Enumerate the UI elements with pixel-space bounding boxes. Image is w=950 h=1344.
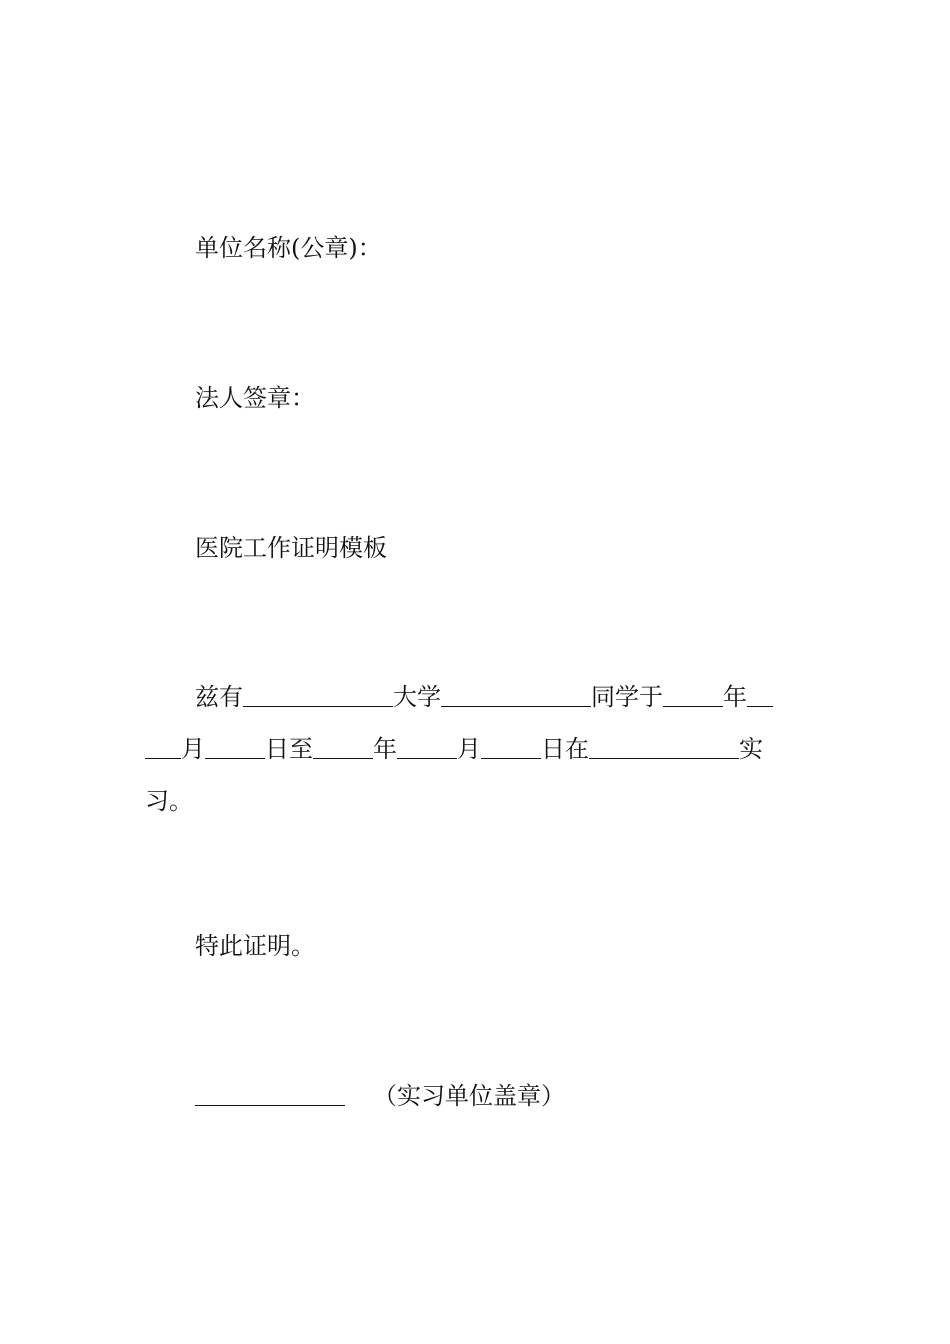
certify-year2: 年 xyxy=(373,735,397,763)
blank-month2[interactable] xyxy=(397,734,457,759)
certify-prefix: 兹有 xyxy=(195,683,243,711)
certificate-body xyxy=(145,671,810,827)
certify-intern-part2: 习。 xyxy=(145,787,193,815)
blank-day1[interactable] xyxy=(205,734,265,759)
certify-day-to: 日至 xyxy=(265,735,313,763)
certify-year1: 年 xyxy=(723,683,747,711)
certify-university: 大学 xyxy=(393,683,441,711)
blank-student[interactable] xyxy=(441,682,591,707)
legal-signature-label: 法人签章： xyxy=(195,384,315,412)
template-title: 医院工作证明模板 xyxy=(195,534,387,562)
certificate-line-1 xyxy=(145,671,810,723)
blank-day2[interactable] xyxy=(481,734,541,759)
certificate-line-3 xyxy=(145,775,810,827)
blank-seal[interactable] xyxy=(195,1081,345,1106)
unit-name-label: 单位名称(公章)： xyxy=(195,234,382,262)
seal-label: （实习单位盖章） xyxy=(373,1082,565,1110)
certify-student: 同学于 xyxy=(591,683,663,711)
certificate-line-2 xyxy=(145,723,810,775)
blank-year2[interactable] xyxy=(313,734,373,759)
certify-month2: 月 xyxy=(457,735,481,763)
certify-intern-part1: 实 xyxy=(739,735,763,763)
hereby-certify: 特此证明。 xyxy=(195,932,315,960)
blank-month1-end[interactable] xyxy=(145,734,181,759)
certify-day-at: 日在 xyxy=(541,735,589,763)
seal-line xyxy=(195,1070,810,1122)
blank-year1[interactable] xyxy=(663,682,723,707)
blank-name[interactable] xyxy=(243,682,393,707)
blank-place[interactable] xyxy=(589,734,739,759)
blank-month1-start[interactable] xyxy=(747,682,773,707)
certify-month1: 月 xyxy=(181,735,205,763)
